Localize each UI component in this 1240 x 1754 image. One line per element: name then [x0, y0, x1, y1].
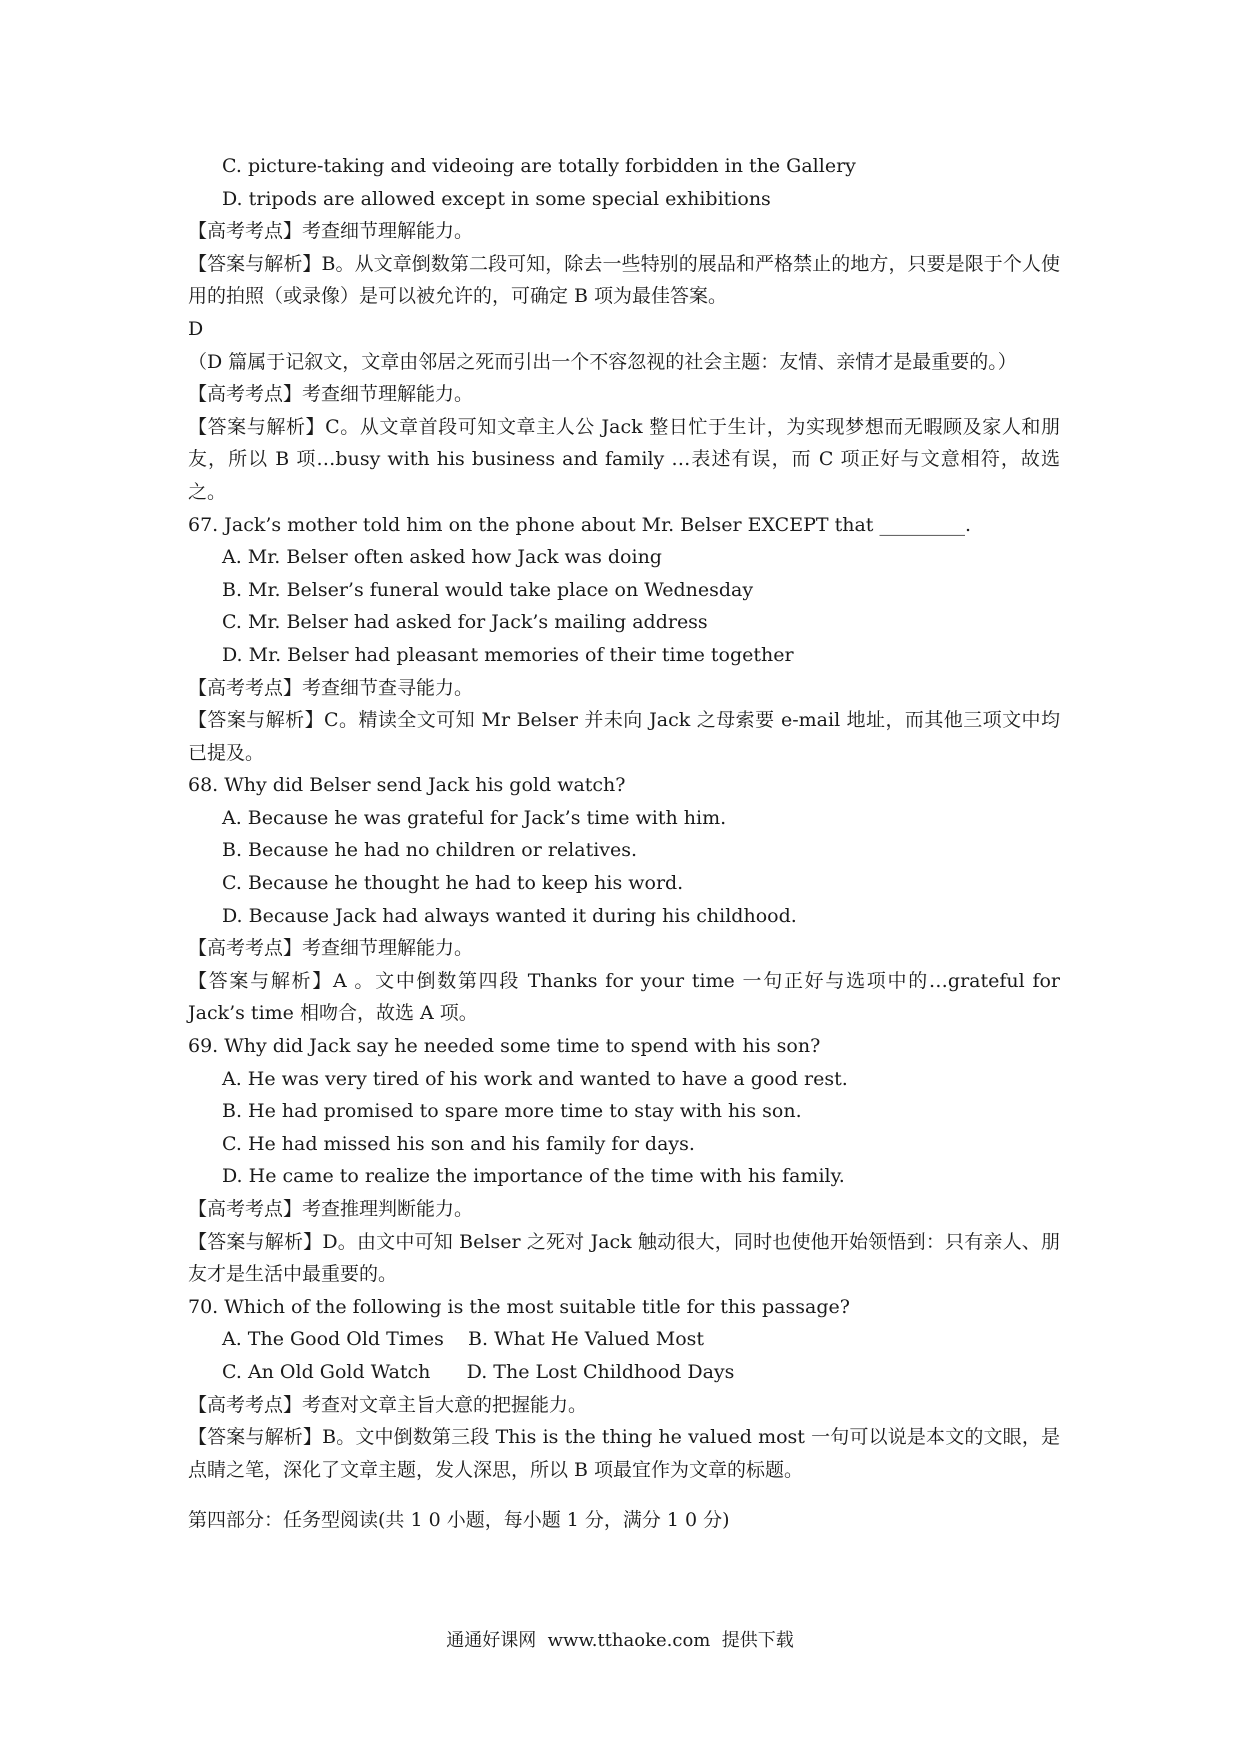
- answer-explanation: 【答案与解析】A 。文中倒数第四段 Thanks for your time 一句正好与选项中的…grateful for Jack’s time 相吻合，故选 A 项。: [188, 969, 1060, 1025]
- option-line: D. tripods are allowed except in some special exhibitions: [222, 187, 771, 210]
- option-line: A. The Good Old Times B. What He Valued Most: [222, 1328, 705, 1351]
- option-line: A. Mr. Belser often asked how Jack was doing: [222, 546, 662, 569]
- exam-point: 【高考考点】考查细节查寻能力。: [188, 676, 474, 699]
- exam-point: 【高考考点】考查细节理解能力。: [188, 383, 474, 406]
- part-heading: 第四部分：任务型阅读(共 1 0 小题，每小题 1 分，满分 1 0 分): [188, 1509, 730, 1532]
- option-line: D. Because Jack had always wanted it during his childhood.: [222, 904, 797, 927]
- exam-point: 【高考考点】考查细节理解能力。: [188, 220, 474, 243]
- answer-explanation: 【答案与解析】B。从文章倒数第二段可知，除去一些特别的展品和严格禁止的地方，只要是限于个人使用的拍照（或录像）是可以被允许的，可确定 B 项为最佳答案。: [188, 252, 1060, 308]
- section-heading: D: [188, 317, 204, 340]
- option-line: C. picture-taking and videoing are totally forbidden in the Gallery: [222, 155, 856, 177]
- option-line: A. Because he was grateful for Jack’s time with him.: [222, 806, 727, 829]
- section-note: （D 篇属于记叙文，文章由邻居之死而引出一个不容忽视的社会主题：友情、亲情才是最重要的。）: [188, 350, 1017, 373]
- question: 69. Why did Jack say he needed some time to spend with his son?: [188, 1035, 821, 1058]
- question: 67. Jack’s mother told him on the phone about Mr. Belser EXCEPT that _________.: [188, 513, 971, 536]
- option-line: C. An Old Gold Watch D. The Lost Childhood Days: [222, 1360, 735, 1383]
- option-line: B. Because he had no children or relatives.: [222, 839, 638, 862]
- option-line: D. He came to realize the importance of the time with his family.: [222, 1165, 845, 1188]
- answer-explanation: 【答案与解析】C。从文章首段可知文章主人公 Jack 整日忙于生计，为实现梦想而无暇顾及家人和朋友，所以 B 项…busy with his business and family …表述有误，而 C 项正好与文意相符，故选之。: [188, 415, 1060, 503]
- answer-explanation: 【答案与解析】D。由文中可知 Belser 之死对 Jack 触动很大，同时也使他开始领悟到：只有亲人、朋友才是生活中最重要的。: [188, 1230, 1060, 1286]
- option-line: D. Mr. Belser had pleasant memories of their time together: [222, 643, 794, 666]
- spacer: [188, 1486, 1060, 1504]
- exam-point: 【高考考点】考查细节理解能力。: [188, 937, 474, 960]
- exam-point: 【高考考点】考查推理判断能力。: [188, 1198, 474, 1220]
- answer-explanation: 【答案与解析】B。文中倒数第三段 This is the thing he valued most 一句可以说是本文的文眼，是点睛之笔，深化了文章主题，发人深思，所以 B 项最宜作为文章的标题。: [188, 1426, 1060, 1481]
- option-line: A. He was very tired of his work and wanted to have a good rest.: [222, 1067, 848, 1090]
- question: 68. Why did Belser send Jack his gold watch?: [188, 774, 626, 797]
- footer-source: 通通好课网 www.tthaoke.com 提供下载: [446, 1630, 794, 1651]
- option-line: B. Mr. Belser’s funeral would take place on Wednesday: [222, 578, 754, 601]
- exam-point: 【高考考点】考查对文章主旨大意的把握能力。: [188, 1393, 588, 1416]
- option-line: B. He had promised to spare more time to stay with his son.: [222, 1100, 802, 1123]
- option-line: C. Mr. Belser had asked for Jack’s mailing address: [222, 611, 708, 634]
- question: 70. Which of the following is the most suitable title for this passage?: [188, 1295, 850, 1318]
- answer-explanation: 【答案与解析】C。精读全文可知 Mr Belser 并未向 Jack 之母索要 e-mail 地址，而其他三项文中均已提及。: [188, 709, 1060, 764]
- option-line: C. Because he thought he had to keep his word.: [222, 872, 684, 895]
- document-body: [188, 150, 1060, 1537]
- option-line: C. He had missed his son and his family for days.: [222, 1132, 695, 1155]
